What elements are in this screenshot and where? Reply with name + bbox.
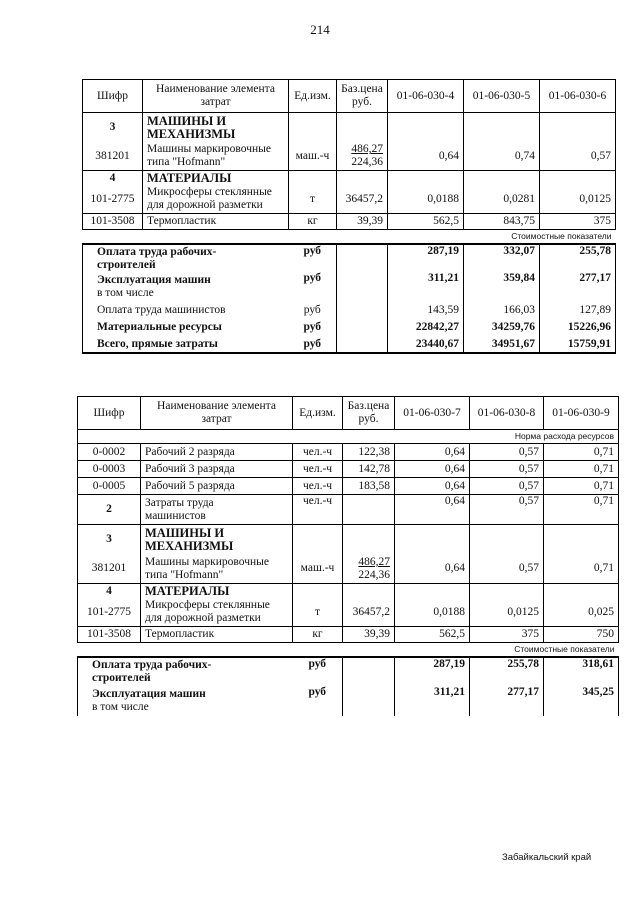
- row-value-2: 0,57: [470, 444, 544, 461]
- row-name-line2: типа "Hofmann": [145, 568, 224, 581]
- cost-value-2: 332,07: [464, 244, 540, 272]
- row-code: 101-3508: [83, 214, 143, 230]
- row-price: [337, 143, 388, 171]
- row-name: Термопластик: [141, 627, 293, 643]
- cost-value-3: 255,78: [540, 244, 616, 272]
- cost-label-line2: в том числе: [97, 287, 154, 299]
- row-value-1: 0,64: [395, 555, 470, 584]
- row-code: 0-0005: [78, 478, 141, 495]
- table-row: [78, 555, 619, 584]
- row-value-2: 0,57: [470, 495, 544, 525]
- section-code: 3: [83, 113, 143, 143]
- row-value-2: 0,0281: [464, 186, 540, 214]
- norm-note: Норма расхода ресурсов: [78, 430, 619, 444]
- cost-value-3: 277,17: [540, 272, 616, 302]
- row-name: [141, 555, 293, 584]
- header-price-line1: Баз.цена: [341, 83, 383, 95]
- header-name-line1: Наименование элемента: [157, 400, 276, 412]
- cost-unit: руб: [293, 657, 343, 686]
- row-value-2: 375: [470, 627, 544, 643]
- cost-value-3: 318,61: [544, 657, 619, 686]
- row-value-2: 0,74: [464, 143, 540, 171]
- cost-value-3: 15226,96: [540, 319, 616, 336]
- cost-value-2: 34259,76: [464, 319, 540, 336]
- cost-value-1: 311,21: [388, 272, 464, 302]
- cost-unit: руб: [303, 321, 322, 333]
- cost-value-3: 345,25: [544, 686, 619, 716]
- header-name-line2: затрат: [201, 413, 232, 425]
- section-title-line1: МАШИНЫ И: [147, 113, 227, 128]
- cost-row-labor: [83, 244, 616, 272]
- cost-label-line2: в том числе: [92, 701, 149, 713]
- row-unit: чел.-ч: [293, 495, 343, 525]
- row-unit: маш.-ч: [293, 555, 343, 584]
- cost-row-machines: [78, 686, 619, 716]
- section-code: 3: [78, 525, 141, 555]
- cost-unit: руб: [289, 336, 337, 353]
- header-price-line1: Баз.цена: [347, 400, 390, 412]
- cost-value-1: 287,19: [395, 657, 470, 686]
- cost-row-materials: [83, 319, 616, 336]
- section-title-line2: МЕХАНИЗМЫ: [147, 126, 236, 141]
- row-name: Рабочий 5 разряда: [141, 478, 293, 495]
- header-code: Шифр: [78, 397, 141, 430]
- cost-value-3: 127,89: [540, 302, 616, 319]
- cost-row-labor: [78, 657, 619, 686]
- cost-label-line1: Оплата труда рабочих-: [97, 245, 217, 258]
- row-value-3: 0,0125: [540, 186, 616, 214]
- row-price-line2: 224,36: [351, 156, 383, 169]
- row-unit: маш.-ч: [289, 143, 337, 171]
- cost-label: [78, 686, 293, 716]
- cost-label-line2: строителей: [97, 258, 156, 271]
- cost-unit: руб: [303, 304, 321, 316]
- header-unit: Ед.изм.: [289, 80, 337, 113]
- row-name: Рабочий 2 разряда: [141, 444, 293, 461]
- section-row-driver-labor: [78, 495, 619, 525]
- row-name-line2: машинистов: [145, 509, 206, 522]
- cost-row-machines: [83, 272, 616, 302]
- row-name-line2: для дорожной разметки: [145, 612, 261, 625]
- section-code: 4: [83, 171, 143, 186]
- cost-note-row: [83, 230, 616, 245]
- row-name: [143, 143, 289, 171]
- section-row-machines: [78, 525, 619, 555]
- table-row: [78, 444, 619, 461]
- section-title-line2: МЕХАНИЗМЫ: [145, 538, 234, 553]
- cost-label-line1: Оплата труда рабочих-: [92, 659, 212, 671]
- row-value-3: 0,71: [544, 495, 619, 525]
- cost-value-1: 22842,27: [388, 319, 464, 336]
- cost-label: Материальные ресурсы: [83, 319, 289, 336]
- cost-value-2: 255,78: [470, 657, 544, 686]
- header-col-1: 01-06-030-4: [388, 80, 464, 113]
- row-value-1: 562,5: [395, 627, 470, 643]
- section-title: МАТЕРИАЛЫ: [143, 171, 289, 186]
- row-price-line1: 486,27: [351, 143, 383, 156]
- header-name: [141, 397, 293, 430]
- cost-note: Стоимостные показатели: [514, 644, 615, 654]
- row-price: 39,39: [343, 627, 395, 643]
- cost-value-2: 359,84: [464, 272, 540, 302]
- table-row: [78, 478, 619, 495]
- header-col-3: 01-06-030-6: [540, 80, 616, 113]
- header-price-line2: руб.: [352, 96, 372, 108]
- section-row-machines: [83, 113, 616, 143]
- row-price: 36457,2: [337, 186, 388, 214]
- row-value-3: 0,71: [544, 461, 619, 478]
- cost-note-row: [78, 643, 619, 658]
- row-code: 0-0002: [78, 444, 141, 461]
- table-header-row: [83, 80, 616, 113]
- header-unit: Ед.изм.: [293, 397, 343, 430]
- cost-value-3: 15759,91: [540, 336, 616, 353]
- cost-label-line1: Эксплуатация машин: [92, 688, 206, 700]
- row-price: 39,39: [337, 214, 388, 230]
- row-value-3: 0,71: [544, 478, 619, 495]
- row-unit: кг: [293, 627, 343, 643]
- cost-label: [78, 657, 293, 686]
- section-row-materials: [83, 171, 616, 186]
- cost-value-2: 166,03: [464, 302, 540, 319]
- table-row: [83, 186, 616, 214]
- header-name: [143, 80, 289, 113]
- table-header-row: [78, 397, 619, 430]
- header-name-line1: Наименование элемента: [156, 83, 275, 95]
- row-code: 101-2775: [78, 599, 141, 627]
- row-unit: кг: [289, 214, 337, 230]
- row-name: [143, 186, 289, 214]
- table-row: [78, 627, 619, 643]
- row-price: [343, 555, 395, 584]
- row-name-line1: Микросферы стеклянные: [145, 599, 270, 612]
- header-col-2: 01-06-030-5: [464, 80, 540, 113]
- header-price: [343, 397, 395, 430]
- header-col-1: 01-06-030-7: [395, 397, 470, 430]
- row-unit: чел.-ч: [293, 461, 343, 478]
- header-price: [337, 80, 388, 113]
- row-value-2: 0,0125: [470, 599, 544, 627]
- footer-region: Забайкальский край: [502, 852, 592, 863]
- cost-label: Всего, прямые затраты: [83, 336, 289, 353]
- section-code: 4: [78, 584, 141, 599]
- section-title: [141, 525, 293, 555]
- cost-value-1: 143,59: [388, 302, 464, 319]
- row-name-line1: Микросферы стеклянные: [147, 186, 272, 199]
- row-value-3: 375: [540, 214, 616, 230]
- cost-value-1: 23440,67: [388, 336, 464, 353]
- norm-note-row: [78, 430, 619, 444]
- header-price-line2: руб.: [358, 413, 379, 425]
- row-name: Термопластик: [143, 214, 289, 230]
- row-value-1: 0,64: [395, 478, 470, 495]
- row-code: 381201: [78, 555, 141, 584]
- header-col-2: 01-06-030-8: [470, 397, 544, 430]
- row-unit: чел.-ч: [293, 478, 343, 495]
- row-price-line2: 224,36: [358, 568, 390, 581]
- header-name-line2: затрат: [200, 96, 231, 108]
- cost-value-1: 311,21: [395, 686, 470, 716]
- cost-value-2: 34951,67: [464, 336, 540, 353]
- row-value-3: 750: [544, 627, 619, 643]
- header-col-3: 01-06-030-9: [544, 397, 619, 430]
- page-number: 214: [310, 22, 330, 37]
- row-unit: т: [293, 599, 343, 627]
- cost-unit: руб: [289, 244, 337, 272]
- resource-table-2: [77, 396, 619, 716]
- row-unit: чел.-ч: [293, 444, 343, 461]
- cost-value-2: 277,17: [470, 686, 544, 716]
- table-row: [83, 143, 616, 171]
- row-value-3: 0,71: [544, 555, 619, 584]
- row-value-1: 0,64: [395, 461, 470, 478]
- section-code: 2: [78, 495, 141, 525]
- row-price: 36457,2: [343, 599, 395, 627]
- section-row-materials: [78, 584, 619, 599]
- row-value-2: 0,57: [470, 461, 544, 478]
- cost-unit: руб: [308, 686, 327, 698]
- row-price: 142,78: [343, 461, 395, 478]
- row-code: 101-3508: [78, 627, 141, 643]
- cost-value-1: 287,19: [388, 244, 464, 272]
- row-name-line1: Машины маркировочные: [147, 143, 271, 156]
- row-unit: т: [289, 186, 337, 214]
- row-code: 381201: [83, 143, 143, 171]
- row-code: 101-2775: [83, 186, 143, 214]
- row-price-line1: 486,27: [358, 555, 390, 568]
- row-code: 0-0003: [78, 461, 141, 478]
- row-name-line2: для дорожной разметки: [147, 199, 263, 212]
- row-value-3: 0,57: [540, 143, 616, 171]
- cost-label: Оплата труда машинистов: [83, 302, 289, 319]
- cost-row-total: [83, 336, 616, 353]
- section-title: МАТЕРИАЛЫ: [141, 584, 293, 599]
- row-value-2: 0,57: [470, 478, 544, 495]
- table-row: [78, 599, 619, 627]
- row-name-line2: типа "Hofmann": [147, 156, 226, 169]
- table-row: [78, 461, 619, 478]
- row-name: [141, 599, 293, 627]
- cost-label-line2: строителей: [92, 672, 151, 684]
- row-name-line1: Машины маркировочные: [145, 555, 269, 568]
- header-code: Шифр: [83, 80, 143, 113]
- row-value-2: 843,75: [464, 214, 540, 230]
- row-value-1: 0,0188: [388, 186, 464, 214]
- row-name: Рабочий 3 разряда: [141, 461, 293, 478]
- table-row: [83, 214, 616, 230]
- row-value-2: 0,57: [470, 555, 544, 584]
- row-price: 183,58: [343, 478, 395, 495]
- row-value-3: 0,71: [544, 444, 619, 461]
- row-name-line1: Затраты труда: [145, 496, 214, 509]
- row-price: 122,38: [343, 444, 395, 461]
- row-value-1: 0,64: [388, 143, 464, 171]
- cost-unit: руб: [303, 272, 322, 284]
- cost-row-drivers: [83, 302, 616, 319]
- section-title-line1: МАШИНЫ И: [145, 525, 225, 540]
- row-value-3: 0,025: [544, 599, 619, 627]
- row-name: [141, 495, 293, 525]
- cost-label: [83, 272, 289, 302]
- row-value-1: 0,64: [395, 495, 470, 525]
- cost-label: [83, 244, 289, 272]
- cost-note: Стоимостные показатели: [511, 231, 612, 241]
- cost-label-line1: Эксплуатация машин: [97, 274, 211, 286]
- row-value-1: 562,5: [388, 214, 464, 230]
- resource-table-1: [82, 79, 616, 354]
- section-title: [143, 113, 289, 143]
- row-value-1: 0,0188: [395, 599, 470, 627]
- row-value-1: 0,64: [395, 444, 470, 461]
